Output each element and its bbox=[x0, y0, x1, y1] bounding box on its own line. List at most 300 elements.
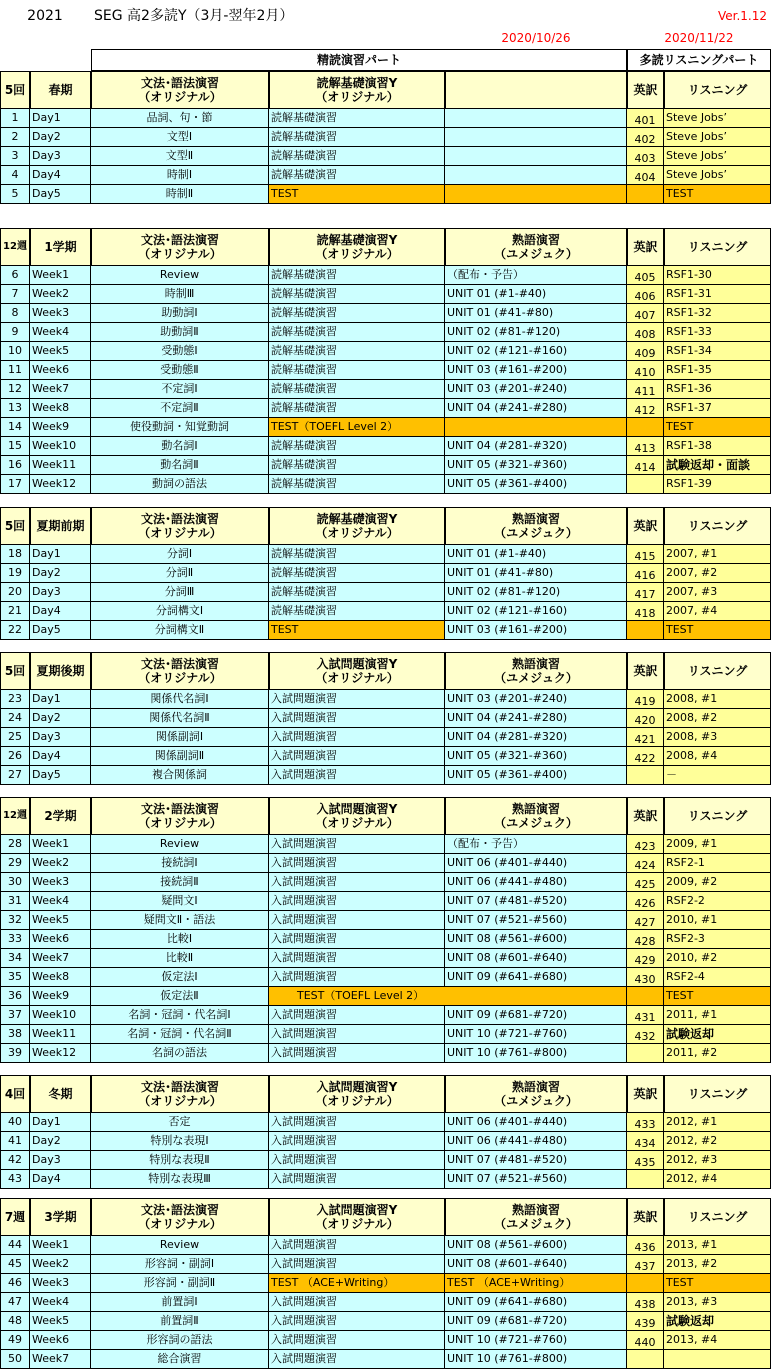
row-listening: 2010, #1 bbox=[664, 911, 771, 930]
header-idiom: 熟語演習 （ユメジュク） bbox=[445, 1075, 627, 1113]
row-eiyaku: 404 bbox=[627, 166, 664, 185]
row-idiom: UNIT 01 (#41-#80) bbox=[445, 564, 627, 583]
row-listening: 2007, #2 bbox=[664, 564, 771, 583]
row-reading: 入試問題演習 bbox=[269, 690, 445, 709]
row-day: Day5 bbox=[30, 621, 91, 640]
row-listening: 2012, #1 bbox=[664, 1113, 771, 1132]
row-number: 25 bbox=[0, 728, 30, 747]
block-term: 春期 bbox=[30, 71, 91, 109]
row-reading: 入試問題演習 bbox=[269, 949, 445, 968]
header-reading: 読解基礎演習Y （オリジナル） bbox=[269, 71, 445, 109]
row-eiyaku: 415 bbox=[627, 545, 664, 564]
header-reading: 入試問題演習Y （オリジナル） bbox=[269, 1198, 445, 1236]
header-idiom: 熟語演習 （ユメジュク） bbox=[445, 228, 627, 266]
row-reading: 入試問題演習 bbox=[269, 1006, 445, 1025]
row-listening: 2008, #3 bbox=[664, 728, 771, 747]
row-day: Week4 bbox=[30, 892, 91, 911]
row-number: 12 bbox=[0, 380, 30, 399]
row-grammar: 文型Ⅱ bbox=[91, 147, 269, 166]
row-reading: 入試問題演習 bbox=[269, 1255, 445, 1274]
row-day: Day2 bbox=[30, 564, 91, 583]
row-day: Day4 bbox=[30, 1170, 91, 1189]
row-reading: 読解基礎演習 bbox=[269, 456, 445, 475]
row-number: 45 bbox=[0, 1255, 30, 1274]
row-grammar: 複合関係詞 bbox=[91, 766, 269, 785]
header-grammar: 文法･語法演習 （オリジナル） bbox=[91, 507, 269, 545]
row-day: Day5 bbox=[30, 185, 91, 204]
row-listening: TEST bbox=[664, 418, 771, 437]
row-idiom bbox=[445, 418, 627, 437]
row-number: 27 bbox=[0, 766, 30, 785]
block-count: 12週 bbox=[0, 797, 30, 835]
row-idiom bbox=[445, 147, 627, 166]
row-reading: 読解基礎演習 bbox=[269, 266, 445, 285]
row-eiyaku: 438 bbox=[627, 1293, 664, 1312]
row-grammar: 仮定法Ⅰ bbox=[91, 968, 269, 987]
row-grammar: 特別な表現Ⅰ bbox=[91, 1132, 269, 1151]
row-reading: TEST（TOEFL Level 2） bbox=[269, 418, 445, 437]
row-idiom: UNIT 03 (#161-#200) bbox=[445, 621, 627, 640]
row-listening: RSF1-38 bbox=[664, 437, 771, 456]
row-number: 38 bbox=[0, 1025, 30, 1044]
row-reading: 入試問題演習 bbox=[269, 1350, 445, 1369]
row-grammar: 名詞・冠詞・代名詞Ⅱ bbox=[91, 1025, 269, 1044]
row-reading: 入試問題演習 bbox=[269, 835, 445, 854]
row-idiom: UNIT 09 (#641-#680) bbox=[445, 1293, 627, 1312]
row-reading: 読解基礎演習 bbox=[269, 545, 445, 564]
row-grammar: 形容詞・副詞Ⅰ bbox=[91, 1255, 269, 1274]
block-term: 夏期後期 bbox=[30, 652, 91, 690]
row-eiyaku: 435 bbox=[627, 1151, 664, 1170]
row-number: 13 bbox=[0, 399, 30, 418]
row-grammar: 関係代名詞Ⅰ bbox=[91, 690, 269, 709]
row-eiyaku: 416 bbox=[627, 564, 664, 583]
row-number: 4 bbox=[0, 166, 30, 185]
row-number: 7 bbox=[0, 285, 30, 304]
row-eiyaku bbox=[627, 185, 664, 204]
row-eiyaku bbox=[627, 1350, 664, 1369]
header-reading: 入試問題演習Y （オリジナル） bbox=[269, 797, 445, 835]
page-title: SEG 高2多読Y（3月-翌年2月） bbox=[94, 8, 294, 24]
row-reading: 読解基礎演習 bbox=[269, 399, 445, 418]
row-grammar: 関係副詞Ⅱ bbox=[91, 747, 269, 766]
row-listening: 試験返却 bbox=[664, 1025, 771, 1044]
row-listening: 2013, #4 bbox=[664, 1331, 771, 1350]
row-grammar: 疑問文Ⅱ・語法 bbox=[91, 911, 269, 930]
row-idiom: UNIT 06 (#401-#440) bbox=[445, 854, 627, 873]
row-grammar: 仮定法Ⅱ bbox=[91, 987, 269, 1006]
row-eiyaku: 420 bbox=[627, 709, 664, 728]
row-listening: RSF1-36 bbox=[664, 380, 771, 399]
section-title-tadoku: 多読リスニングパート bbox=[627, 49, 771, 71]
row-reading: 入試問題演習 bbox=[269, 1113, 445, 1132]
row-listening: 2008, #2 bbox=[664, 709, 771, 728]
row-reading: TEST bbox=[269, 621, 445, 640]
row-eiyaku: 437 bbox=[627, 1255, 664, 1274]
row-eiyaku: 403 bbox=[627, 147, 664, 166]
header-eiyaku: 英訳 bbox=[627, 652, 664, 690]
row-idiom: （配布・予告） bbox=[445, 266, 627, 285]
row-eiyaku: 411 bbox=[627, 380, 664, 399]
row-day: Week5 bbox=[30, 911, 91, 930]
header-listening: リスニング bbox=[664, 1198, 771, 1236]
row-grammar: 否定 bbox=[91, 1113, 269, 1132]
row-day: Week12 bbox=[30, 1044, 91, 1063]
row-idiom: UNIT 05 (#361-#400) bbox=[445, 475, 627, 494]
row-number: 1 bbox=[0, 109, 30, 128]
row-day: Week8 bbox=[30, 968, 91, 987]
row-eiyaku bbox=[627, 418, 664, 437]
header-reading: 読解基礎演習Y （オリジナル） bbox=[269, 507, 445, 545]
header-listening: リスニング bbox=[664, 507, 771, 545]
row-day: Week7 bbox=[30, 1350, 91, 1369]
row-idiom: UNIT 04 (#241-#280) bbox=[445, 709, 627, 728]
row-reading: 読解基礎演習 bbox=[269, 380, 445, 399]
block-term: 夏期前期 bbox=[30, 507, 91, 545]
row-number: 19 bbox=[0, 564, 30, 583]
header-grammar: 文法･語法演習 （オリジナル） bbox=[91, 1075, 269, 1113]
row-grammar: 形容詞・副詞Ⅱ bbox=[91, 1274, 269, 1293]
row-idiom: （配布・予告） bbox=[445, 835, 627, 854]
row-listening: 2008, #1 bbox=[664, 690, 771, 709]
row-day: Week4 bbox=[30, 1293, 91, 1312]
row-eiyaku: 408 bbox=[627, 323, 664, 342]
row-day: Day1 bbox=[30, 690, 91, 709]
row-grammar: 文型Ⅰ bbox=[91, 128, 269, 147]
header-listening: リスニング bbox=[664, 1075, 771, 1113]
row-eiyaku bbox=[627, 987, 664, 1006]
row-grammar: 時制Ⅲ bbox=[91, 285, 269, 304]
date-right: 2020/11/22 bbox=[664, 31, 734, 45]
row-number: 17 bbox=[0, 475, 30, 494]
row-grammar: 分詞Ⅲ bbox=[91, 583, 269, 602]
row-day: Week9 bbox=[30, 987, 91, 1006]
row-eiyaku: 425 bbox=[627, 873, 664, 892]
row-listening: RSF1-35 bbox=[664, 361, 771, 380]
row-listening: RSF1-31 bbox=[664, 285, 771, 304]
row-eiyaku: 422 bbox=[627, 747, 664, 766]
row-listening: 2013, #2 bbox=[664, 1255, 771, 1274]
row-listening: 2009, #1 bbox=[664, 835, 771, 854]
block-count: 5回 bbox=[0, 71, 30, 109]
row-listening: RSF2-4 bbox=[664, 968, 771, 987]
header-listening: リスニング bbox=[664, 228, 771, 266]
header-reading: 入試問題演習Y （オリジナル） bbox=[269, 1075, 445, 1113]
row-day: Week7 bbox=[30, 380, 91, 399]
header-grammar: 文法･語法演習 （オリジナル） bbox=[91, 652, 269, 690]
row-reading: 入試問題演習 bbox=[269, 930, 445, 949]
row-idiom: UNIT 06 (#441-#480) bbox=[445, 1132, 627, 1151]
row-idiom: UNIT 01 (#1-#40) bbox=[445, 545, 627, 564]
row-listening: TEST bbox=[664, 621, 771, 640]
row-grammar: 名詞・冠詞・代名詞Ⅰ bbox=[91, 1006, 269, 1025]
row-grammar: 形容詞の語法 bbox=[91, 1331, 269, 1350]
row-reading: 入試問題演習 bbox=[269, 1293, 445, 1312]
row-listening: Steve Jobs’ bbox=[664, 166, 771, 185]
row-day: Day3 bbox=[30, 583, 91, 602]
row-idiom: UNIT 10 (#761-#800) bbox=[445, 1350, 627, 1369]
row-number: 22 bbox=[0, 621, 30, 640]
row-day: Day1 bbox=[30, 109, 91, 128]
row-reading: 読解基礎演習 bbox=[269, 583, 445, 602]
row-number: 44 bbox=[0, 1236, 30, 1255]
row-idiom: UNIT 07 (#481-#520) bbox=[445, 892, 627, 911]
row-listening bbox=[664, 1350, 771, 1369]
row-idiom bbox=[445, 166, 627, 185]
row-listening: 2012, #3 bbox=[664, 1151, 771, 1170]
row-number: 36 bbox=[0, 987, 30, 1006]
row-idiom: UNIT 04 (#281-#320) bbox=[445, 437, 627, 456]
row-day: Week5 bbox=[30, 1312, 91, 1331]
row-day: Day4 bbox=[30, 747, 91, 766]
row-eiyaku: 429 bbox=[627, 949, 664, 968]
row-number: 15 bbox=[0, 437, 30, 456]
header-idiom: 熟語演習 （ユメジュク） bbox=[445, 507, 627, 545]
row-grammar: 助動詞Ⅱ bbox=[91, 323, 269, 342]
row-grammar: 分詞Ⅰ bbox=[91, 545, 269, 564]
row-number: 29 bbox=[0, 854, 30, 873]
row-idiom: UNIT 01 (#1-#40) bbox=[445, 285, 627, 304]
row-listening: RSF1-37 bbox=[664, 399, 771, 418]
row-eiyaku bbox=[627, 621, 664, 640]
date-left: 2020/10/26 bbox=[501, 31, 571, 45]
row-number: 34 bbox=[0, 949, 30, 968]
row-reading: 入試問題演習 bbox=[269, 1331, 445, 1350]
row-number: 40 bbox=[0, 1113, 30, 1132]
row-idiom: UNIT 09 (#641-#680) bbox=[445, 968, 627, 987]
row-idiom: UNIT 03 (#201-#240) bbox=[445, 380, 627, 399]
row-reading: TEST bbox=[269, 185, 445, 204]
row-number: 33 bbox=[0, 930, 30, 949]
row-number: 30 bbox=[0, 873, 30, 892]
version-label: Ver.1.12 bbox=[717, 9, 767, 23]
header-grammar: 文法･語法演習 （オリジナル） bbox=[91, 71, 269, 109]
row-listening: RSF2-3 bbox=[664, 930, 771, 949]
row-day: Day4 bbox=[30, 602, 91, 621]
row-day: Day5 bbox=[30, 766, 91, 785]
row-grammar: 時制Ⅰ bbox=[91, 166, 269, 185]
row-grammar: 比較Ⅱ bbox=[91, 949, 269, 968]
row-grammar: 不定詞Ⅱ bbox=[91, 399, 269, 418]
row-idiom: UNIT 02 (#81-#120) bbox=[445, 583, 627, 602]
row-listening: 2009, #2 bbox=[664, 873, 771, 892]
row-day: Day2 bbox=[30, 128, 91, 147]
row-idiom: UNIT 08 (#561-#600) bbox=[445, 1236, 627, 1255]
header-grammar: 文法･語法演習 （オリジナル） bbox=[91, 1198, 269, 1236]
row-day: Week8 bbox=[30, 399, 91, 418]
row-grammar: 動名詞Ⅰ bbox=[91, 437, 269, 456]
year-label: 2021 bbox=[27, 8, 63, 24]
header-listening: リスニング bbox=[664, 797, 771, 835]
row-grammar: 前置詞Ⅰ bbox=[91, 1293, 269, 1312]
row-idiom: UNIT 09 (#681-#720) bbox=[445, 1312, 627, 1331]
block-count: 5回 bbox=[0, 652, 30, 690]
row-listening: RSF1-34 bbox=[664, 342, 771, 361]
row-grammar: 受動態Ⅱ bbox=[91, 361, 269, 380]
row-day: Day3 bbox=[30, 1151, 91, 1170]
row-reading: 入試問題演習 bbox=[269, 1236, 445, 1255]
row-grammar: Review bbox=[91, 266, 269, 285]
row-idiom: UNIT 07 (#521-#560) bbox=[445, 911, 627, 930]
row-day: Week3 bbox=[30, 1274, 91, 1293]
row-number: 20 bbox=[0, 583, 30, 602]
row-day: Week7 bbox=[30, 949, 91, 968]
row-reading: 読解基礎演習 bbox=[269, 437, 445, 456]
row-number: 24 bbox=[0, 709, 30, 728]
row-number: 28 bbox=[0, 835, 30, 854]
row-grammar: 動名詞Ⅱ bbox=[91, 456, 269, 475]
row-listening: Steve Jobs’ bbox=[664, 128, 771, 147]
row-number: 6 bbox=[0, 266, 30, 285]
row-listening: 2008, #4 bbox=[664, 747, 771, 766]
row-idiom bbox=[445, 109, 627, 128]
row-number: 23 bbox=[0, 690, 30, 709]
block-term: 1学期 bbox=[30, 228, 91, 266]
block-count: 5回 bbox=[0, 507, 30, 545]
row-grammar: 使役動詞・知覚動詞 bbox=[91, 418, 269, 437]
row-day: Week6 bbox=[30, 361, 91, 380]
row-day: Week11 bbox=[30, 1025, 91, 1044]
row-reading: 読解基礎演習 bbox=[269, 304, 445, 323]
row-reading: 入試問題演習 bbox=[269, 1170, 445, 1189]
row-day: Week9 bbox=[30, 418, 91, 437]
row-reading: 入試問題演習 bbox=[269, 854, 445, 873]
row-reading: 入試問題演習 bbox=[269, 1151, 445, 1170]
row-listening: RSF1-32 bbox=[664, 304, 771, 323]
row-reading: 読解基礎演習 bbox=[269, 109, 445, 128]
row-grammar: 時制Ⅱ bbox=[91, 185, 269, 204]
row-listening: 2011, #2 bbox=[664, 1044, 771, 1063]
row-listening: 2013, #3 bbox=[664, 1293, 771, 1312]
row-day: Week10 bbox=[30, 437, 91, 456]
row-reading: 入試問題演習 bbox=[269, 911, 445, 930]
row-number: 5 bbox=[0, 185, 30, 204]
row-listening: 2007, #3 bbox=[664, 583, 771, 602]
row-eiyaku bbox=[627, 1274, 664, 1293]
row-grammar: 名詞の語法 bbox=[91, 1044, 269, 1063]
row-listening: 2007, #1 bbox=[664, 545, 771, 564]
row-grammar: Review bbox=[91, 835, 269, 854]
row-grammar: 関係副詞Ⅰ bbox=[91, 728, 269, 747]
header-eiyaku: 英訳 bbox=[627, 507, 664, 545]
row-reading: 読解基礎演習 bbox=[269, 342, 445, 361]
row-number: 46 bbox=[0, 1274, 30, 1293]
row-listening: 2007, #4 bbox=[664, 602, 771, 621]
row-eiyaku: 419 bbox=[627, 690, 664, 709]
row-day: Week1 bbox=[30, 835, 91, 854]
header-eiyaku: 英訳 bbox=[627, 1075, 664, 1113]
row-eiyaku: 431 bbox=[627, 1006, 664, 1025]
row-idiom: UNIT 07 (#521-#560) bbox=[445, 1170, 627, 1189]
block-count: 12週 bbox=[0, 228, 30, 266]
row-day: Day4 bbox=[30, 166, 91, 185]
row-reading: 読解基礎演習 bbox=[269, 564, 445, 583]
row-grammar: 品詞、句・節 bbox=[91, 109, 269, 128]
row-day: Day2 bbox=[30, 1132, 91, 1151]
row-idiom: UNIT 04 (#281-#320) bbox=[445, 728, 627, 747]
row-idiom: UNIT 05 (#321-#360) bbox=[445, 456, 627, 475]
row-number: 37 bbox=[0, 1006, 30, 1025]
row-eiyaku: 417 bbox=[627, 583, 664, 602]
row-eiyaku: 433 bbox=[627, 1113, 664, 1132]
row-reading: 読解基礎演習 bbox=[269, 147, 445, 166]
row-grammar: Review bbox=[91, 1236, 269, 1255]
row-number: 48 bbox=[0, 1312, 30, 1331]
row-reading: 入試問題演習 bbox=[269, 709, 445, 728]
row-idiom: UNIT 08 (#601-#640) bbox=[445, 1255, 627, 1274]
row-day: Week3 bbox=[30, 873, 91, 892]
row-idiom: UNIT 06 (#401-#440) bbox=[445, 1113, 627, 1132]
header-grammar: 文法･語法演習 （オリジナル） bbox=[91, 228, 269, 266]
header-eiyaku: 英訳 bbox=[627, 71, 664, 109]
row-eiyaku: 434 bbox=[627, 1132, 664, 1151]
row-eiyaku: 405 bbox=[627, 266, 664, 285]
row-listening: RSF1-39 bbox=[664, 475, 771, 494]
row-idiom: UNIT 10 (#761-#800) bbox=[445, 1044, 627, 1063]
row-eiyaku: 406 bbox=[627, 285, 664, 304]
row-number: 47 bbox=[0, 1293, 30, 1312]
row-idiom: UNIT 03 (#201-#240) bbox=[445, 690, 627, 709]
row-listening: RSF1-30 bbox=[664, 266, 771, 285]
row-reading: 入試問題演習 bbox=[269, 766, 445, 785]
row-day: Week2 bbox=[30, 1255, 91, 1274]
row-day: Day1 bbox=[30, 1113, 91, 1132]
row-idiom: UNIT 01 (#41-#80) bbox=[445, 304, 627, 323]
row-grammar: 接続詞Ⅱ bbox=[91, 873, 269, 892]
row-reading: 入試問題演習 bbox=[269, 968, 445, 987]
row-number: 49 bbox=[0, 1331, 30, 1350]
row-eiyaku: 401 bbox=[627, 109, 664, 128]
row-reading: 入試問題演習 bbox=[269, 873, 445, 892]
row-eiyaku: 436 bbox=[627, 1236, 664, 1255]
row-reading: 入試問題演習 bbox=[269, 1132, 445, 1151]
row-eiyaku bbox=[627, 1170, 664, 1189]
row-eiyaku: 430 bbox=[627, 968, 664, 987]
row-listening: TEST bbox=[664, 1274, 771, 1293]
row-reading: TEST （ACE+Writing） bbox=[269, 1274, 445, 1293]
header-eiyaku: 英訳 bbox=[627, 1198, 664, 1236]
row-idiom: UNIT 02 (#121-#160) bbox=[445, 602, 627, 621]
row-eiyaku bbox=[627, 1044, 664, 1063]
row-reading: 入試問題演習 bbox=[269, 728, 445, 747]
row-day: Week4 bbox=[30, 323, 91, 342]
row-listening: RSF1-33 bbox=[664, 323, 771, 342]
row-listening: 2011, #1 bbox=[664, 1006, 771, 1025]
row-day: Week1 bbox=[30, 1236, 91, 1255]
row-idiom: UNIT 05 (#321-#360) bbox=[445, 747, 627, 766]
header-grammar: 文法･語法演習 （オリジナル） bbox=[91, 797, 269, 835]
row-idiom: UNIT 06 (#441-#480) bbox=[445, 873, 627, 892]
row-day: Week2 bbox=[30, 854, 91, 873]
row-eiyaku: 423 bbox=[627, 835, 664, 854]
row-eiyaku: 432 bbox=[627, 1025, 664, 1044]
row-reading: 入試問題演習 bbox=[269, 1312, 445, 1331]
row-number: 8 bbox=[0, 304, 30, 323]
row-eiyaku: 413 bbox=[627, 437, 664, 456]
row-day: Week6 bbox=[30, 930, 91, 949]
row-idiom bbox=[445, 185, 627, 204]
row-grammar: 動詞の語法 bbox=[91, 475, 269, 494]
header-reading: 入試問題演習Y （オリジナル） bbox=[269, 652, 445, 690]
row-eiyaku: 407 bbox=[627, 304, 664, 323]
row-eiyaku: 402 bbox=[627, 128, 664, 147]
row-grammar: 助動詞Ⅰ bbox=[91, 304, 269, 323]
row-idiom: TEST （ACE+Writing） bbox=[445, 1274, 627, 1293]
row-grammar: 分詞構文Ⅰ bbox=[91, 602, 269, 621]
row-eiyaku bbox=[627, 766, 664, 785]
row-grammar: 受動態Ⅰ bbox=[91, 342, 269, 361]
header-idiom: 熟語演習 （ユメジュク） bbox=[445, 1198, 627, 1236]
